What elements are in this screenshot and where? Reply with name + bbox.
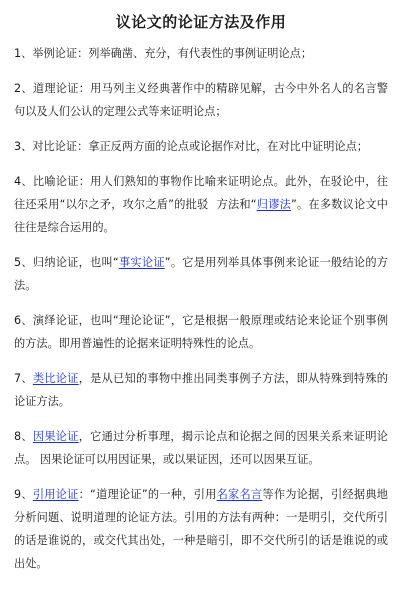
term-link[interactable]: 类比论证 — [32, 372, 79, 385]
item-text: ，它通过分析事理，揭示论点和论据之间的因果关系来证明论点。 因果论证可以用因证果，或以果证因，还可以因果互证。 — [14, 430, 388, 466]
item-text: ”。在多数议论文中往往是综合运用的。 — [14, 198, 388, 234]
item-text: 道理论证：用马列主义经典著作中的精辟见解，古今中外名人的名言警句以及人们公认的定理公式等来证明论点； — [14, 82, 388, 118]
method-item — [14, 367, 388, 413]
item-number: 7、 — [14, 372, 33, 385]
term-link[interactable]: 事实论证 — [118, 256, 165, 269]
item-text: 等作为论据，引经据典地分析问题、说明道理的论证方法。引用的方法有两种：一是明引，交代所引的话是谁说的，或交代其出处，一种是暗引，即不交代所引的话是谁说的或出处。 — [14, 488, 388, 570]
method-list — [14, 42, 388, 575]
method-item — [14, 251, 388, 297]
term-link[interactable]: 引用论证 — [32, 488, 79, 501]
item-text: 归纳论证，也叫“ — [32, 256, 119, 269]
item-number: 2、 — [14, 82, 33, 95]
method-item — [14, 309, 388, 355]
method-item — [14, 425, 388, 471]
term-link[interactable]: 归谬法 — [256, 198, 292, 211]
item-number: 6、 — [14, 314, 33, 327]
method-item — [14, 170, 388, 239]
item-text: ：“道理论证”的一种，引用 — [78, 488, 217, 501]
item-number: 5、 — [14, 256, 33, 269]
item-number: 3、 — [14, 140, 33, 153]
method-item — [14, 135, 388, 158]
item-text: ”。它是用列举具体事例来论证一般结论的方法。 — [14, 256, 388, 292]
method-item — [14, 77, 388, 123]
term-link[interactable]: 名家名言 — [216, 488, 263, 501]
page-title: 议论文的论证方法及作用 — [115, 13, 287, 31]
item-text: 比喻论证：用人们熟知的事物作比喻来证明论点。此外，在驳论中，往往还采用“以尔之矛，攻尔之盾”的批驳 — [14, 175, 388, 211]
item-text: 举例论证：列举确凿、充分，有代表性的事例证明论点； — [32, 47, 313, 60]
item-text: 方法和“ — [216, 198, 257, 211]
item-text: ，是从已知的事物中推出同类事例子方法，即从特殊到特殊的论证方法。 — [14, 372, 388, 408]
term-link[interactable]: 因果论证 — [32, 430, 79, 443]
item-number: 8、 — [14, 430, 33, 443]
method-item — [14, 42, 388, 65]
item-text: 对比论证：拿正反两方面的论点或论据作对比，在对比中证明论点； — [32, 140, 368, 153]
item-text: 演绎论证，也叫“理论论证”，它是根据一般原理或结论来论证个别事例的方法。即用普遍性的论据来证明特殊性的论点。 — [14, 314, 389, 350]
item-number: 1、 — [14, 47, 33, 60]
item-number: 4、 — [14, 175, 33, 188]
method-item — [14, 483, 388, 575]
item-number: 9、 — [14, 488, 33, 501]
